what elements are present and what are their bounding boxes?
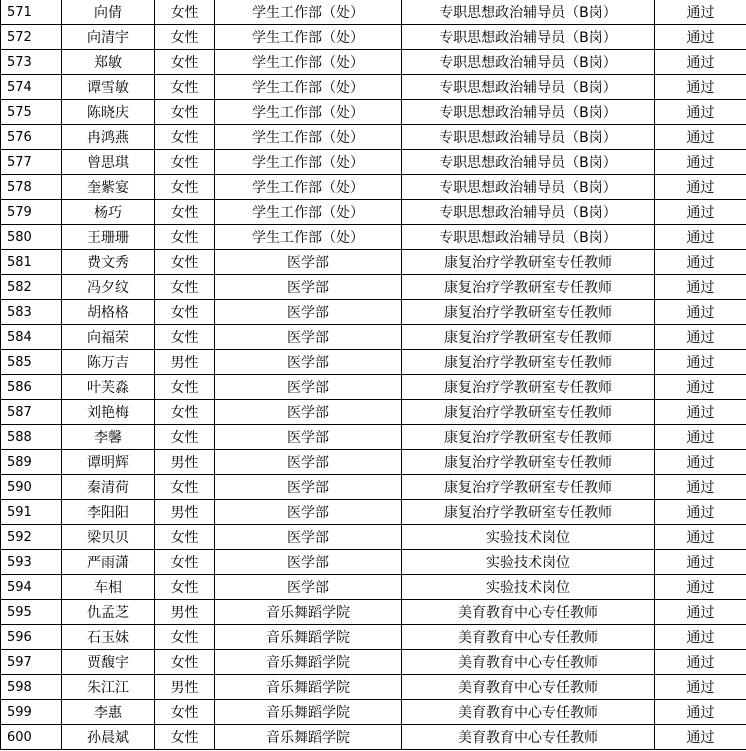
table-row bbox=[1, 400, 746, 425]
table-row bbox=[1, 300, 746, 325]
department-cell: 医学部 bbox=[215, 525, 402, 550]
result-cell: 通过 bbox=[655, 125, 746, 150]
result-cell: 通过 bbox=[655, 725, 746, 750]
table-row bbox=[1, 325, 746, 350]
department-cell: 医学部 bbox=[215, 275, 402, 300]
gender-cell: 女性 bbox=[155, 575, 215, 600]
result-cell: 通过 bbox=[655, 275, 746, 300]
gender-cell: 男性 bbox=[155, 350, 215, 375]
table-row bbox=[1, 175, 746, 200]
department-cell: 学生工作部（处） bbox=[215, 100, 402, 125]
position-cell: 康复治疗学教研室专任教师 bbox=[402, 325, 655, 350]
gender-cell: 女性 bbox=[155, 225, 215, 250]
position-cell: 康复治疗学教研室专任教师 bbox=[402, 250, 655, 275]
row-number-cell: 584 bbox=[1, 325, 62, 350]
row-number-cell: 583 bbox=[1, 300, 62, 325]
table-row bbox=[1, 575, 746, 600]
row-number-cell: 575 bbox=[1, 100, 62, 125]
table-row bbox=[1, 25, 746, 50]
position-cell: 康复治疗学教研室专任教师 bbox=[402, 400, 655, 425]
position-cell: 美育教育中心专任教师 bbox=[402, 700, 655, 725]
position-cell: 专职思想政治辅导员（B岗） bbox=[402, 200, 655, 225]
department-cell: 学生工作部（处） bbox=[215, 125, 402, 150]
table-row bbox=[1, 250, 746, 275]
gender-cell: 女性 bbox=[155, 50, 215, 75]
row-number-cell: 597 bbox=[1, 650, 62, 675]
result-cell: 通过 bbox=[655, 650, 746, 675]
department-cell: 学生工作部（处） bbox=[215, 225, 402, 250]
position-cell: 专职思想政治辅导员（B岗） bbox=[402, 0, 655, 25]
position-cell: 康复治疗学教研室专任教师 bbox=[402, 500, 655, 525]
gender-cell: 女性 bbox=[155, 275, 215, 300]
name-cell: 孙晨斌 bbox=[62, 725, 155, 750]
department-cell: 医学部 bbox=[215, 300, 402, 325]
position-cell: 康复治疗学教研室专任教师 bbox=[402, 450, 655, 475]
row-number-cell: 578 bbox=[1, 175, 62, 200]
table-row bbox=[1, 650, 746, 675]
department-cell: 音乐舞蹈学院 bbox=[215, 600, 402, 625]
department-cell: 医学部 bbox=[215, 325, 402, 350]
name-cell: 陈晓庆 bbox=[62, 100, 155, 125]
department-cell: 学生工作部（处） bbox=[215, 50, 402, 75]
gender-cell: 女性 bbox=[155, 525, 215, 550]
result-cell: 通过 bbox=[655, 300, 746, 325]
position-cell: 康复治疗学教研室专任教师 bbox=[402, 350, 655, 375]
result-cell: 通过 bbox=[655, 250, 746, 275]
name-cell: 贾馥宇 bbox=[62, 650, 155, 675]
name-cell: 叶芙淼 bbox=[62, 375, 155, 400]
department-cell: 医学部 bbox=[215, 350, 402, 375]
position-cell: 美育教育中心专任教师 bbox=[402, 675, 655, 700]
result-cell: 通过 bbox=[655, 500, 746, 525]
position-cell: 专职思想政治辅导员（B岗） bbox=[402, 125, 655, 150]
position-cell: 专职思想政治辅导员（B岗） bbox=[402, 225, 655, 250]
row-number-cell: 588 bbox=[1, 425, 62, 450]
position-cell: 康复治疗学教研室专任教师 bbox=[402, 425, 655, 450]
name-cell: 向倩 bbox=[62, 0, 155, 25]
position-cell: 专职思想政治辅导员（B岗） bbox=[402, 25, 655, 50]
row-number-cell: 600 bbox=[1, 725, 62, 750]
result-cell: 通过 bbox=[655, 100, 746, 125]
table-row bbox=[1, 675, 746, 700]
department-cell: 音乐舞蹈学院 bbox=[215, 725, 402, 750]
result-cell: 通过 bbox=[655, 25, 746, 50]
table-row bbox=[1, 375, 746, 400]
result-cell: 通过 bbox=[655, 575, 746, 600]
row-number-cell: 596 bbox=[1, 625, 62, 650]
gender-cell: 女性 bbox=[155, 725, 215, 750]
result-cell: 通过 bbox=[655, 75, 746, 100]
table-row bbox=[1, 725, 746, 750]
name-cell: 杨巧 bbox=[62, 200, 155, 225]
name-cell: 谭雪敏 bbox=[62, 75, 155, 100]
gender-cell: 女性 bbox=[155, 250, 215, 275]
position-cell: 专职思想政治辅导员（B岗） bbox=[402, 100, 655, 125]
gender-cell: 女性 bbox=[155, 100, 215, 125]
name-cell: 王珊珊 bbox=[62, 225, 155, 250]
row-number-cell: 594 bbox=[1, 575, 62, 600]
result-cell: 通过 bbox=[655, 550, 746, 575]
table-row bbox=[1, 275, 746, 300]
table-row bbox=[1, 100, 746, 125]
result-cell: 通过 bbox=[655, 675, 746, 700]
result-cell: 通过 bbox=[655, 700, 746, 725]
name-cell: 李馨 bbox=[62, 425, 155, 450]
position-cell: 专职思想政治辅导员（B岗） bbox=[402, 150, 655, 175]
row-number-cell: 585 bbox=[1, 350, 62, 375]
name-cell: 石玉妹 bbox=[62, 625, 155, 650]
result-cell: 通过 bbox=[655, 0, 746, 25]
department-cell: 医学部 bbox=[215, 550, 402, 575]
position-cell: 美育教育中心专任教师 bbox=[402, 650, 655, 675]
gender-cell: 女性 bbox=[155, 475, 215, 500]
table-row bbox=[1, 525, 746, 550]
row-number-cell: 599 bbox=[1, 700, 62, 725]
gender-cell: 女性 bbox=[155, 425, 215, 450]
table-row bbox=[1, 625, 746, 650]
table-row bbox=[1, 450, 746, 475]
result-cell: 通过 bbox=[655, 450, 746, 475]
position-cell: 实验技术岗位 bbox=[402, 525, 655, 550]
row-number-cell: 598 bbox=[1, 675, 62, 700]
department-cell: 医学部 bbox=[215, 450, 402, 475]
department-cell: 学生工作部（处） bbox=[215, 175, 402, 200]
department-cell: 学生工作部（处） bbox=[215, 75, 402, 100]
result-cell: 通过 bbox=[655, 375, 746, 400]
row-number-cell: 572 bbox=[1, 25, 62, 50]
name-cell: 费文秀 bbox=[62, 250, 155, 275]
position-cell: 康复治疗学教研室专任教师 bbox=[402, 375, 655, 400]
position-cell: 康复治疗学教研室专任教师 bbox=[402, 275, 655, 300]
table-row bbox=[1, 125, 746, 150]
gender-cell: 男性 bbox=[155, 450, 215, 475]
position-cell: 美育教育中心专任教师 bbox=[402, 725, 655, 750]
row-number-cell: 576 bbox=[1, 125, 62, 150]
department-cell: 医学部 bbox=[215, 500, 402, 525]
row-number-cell: 595 bbox=[1, 600, 62, 625]
row-number-cell: 586 bbox=[1, 375, 62, 400]
name-cell: 严雨潇 bbox=[62, 550, 155, 575]
department-cell: 学生工作部（处） bbox=[215, 150, 402, 175]
name-cell: 冯夕纹 bbox=[62, 275, 155, 300]
gender-cell: 女性 bbox=[155, 200, 215, 225]
row-number-cell: 593 bbox=[1, 550, 62, 575]
table-body bbox=[1, 0, 746, 750]
result-cell: 通过 bbox=[655, 200, 746, 225]
name-cell: 向清宇 bbox=[62, 25, 155, 50]
result-cell: 通过 bbox=[655, 475, 746, 500]
table-row bbox=[1, 75, 746, 100]
gender-cell: 男性 bbox=[155, 675, 215, 700]
row-number-cell: 574 bbox=[1, 75, 62, 100]
row-number-cell: 582 bbox=[1, 275, 62, 300]
gender-cell: 女性 bbox=[155, 625, 215, 650]
name-cell: 梁贝贝 bbox=[62, 525, 155, 550]
name-cell: 车相 bbox=[62, 575, 155, 600]
name-cell: 李阳阳 bbox=[62, 500, 155, 525]
table-row bbox=[1, 150, 746, 175]
table-row bbox=[1, 200, 746, 225]
name-cell: 秦清荷 bbox=[62, 475, 155, 500]
name-cell: 郑敏 bbox=[62, 50, 155, 75]
position-cell: 实验技术岗位 bbox=[402, 550, 655, 575]
table-row bbox=[1, 600, 746, 625]
table-row bbox=[1, 0, 746, 25]
name-cell: 李惠 bbox=[62, 700, 155, 725]
table-row bbox=[1, 500, 746, 525]
gender-cell: 女性 bbox=[155, 125, 215, 150]
department-cell: 医学部 bbox=[215, 400, 402, 425]
name-cell: 向福荣 bbox=[62, 325, 155, 350]
position-cell: 美育教育中心专任教师 bbox=[402, 600, 655, 625]
name-cell: 胡格格 bbox=[62, 300, 155, 325]
gender-cell: 女性 bbox=[155, 550, 215, 575]
gender-cell: 男性 bbox=[155, 600, 215, 625]
result-cell: 通过 bbox=[655, 325, 746, 350]
gender-cell: 女性 bbox=[155, 325, 215, 350]
department-cell: 医学部 bbox=[215, 425, 402, 450]
department-cell: 音乐舞蹈学院 bbox=[215, 675, 402, 700]
row-number-cell: 590 bbox=[1, 475, 62, 500]
result-cell: 通过 bbox=[655, 175, 746, 200]
department-cell: 医学部 bbox=[215, 475, 402, 500]
gender-cell: 女性 bbox=[155, 150, 215, 175]
gender-cell: 女性 bbox=[155, 400, 215, 425]
position-cell: 美育教育中心专任教师 bbox=[402, 625, 655, 650]
result-cell: 通过 bbox=[655, 225, 746, 250]
row-number-cell: 587 bbox=[1, 400, 62, 425]
position-cell: 实验技术岗位 bbox=[402, 575, 655, 600]
position-cell: 专职思想政治辅导员（B岗） bbox=[402, 75, 655, 100]
department-cell: 音乐舞蹈学院 bbox=[215, 700, 402, 725]
result-cell: 通过 bbox=[655, 625, 746, 650]
name-cell: 谭明辉 bbox=[62, 450, 155, 475]
row-number-cell: 571 bbox=[1, 0, 62, 25]
row-number-cell: 592 bbox=[1, 525, 62, 550]
gender-cell: 女性 bbox=[155, 175, 215, 200]
table-row bbox=[1, 350, 746, 375]
department-cell: 医学部 bbox=[215, 250, 402, 275]
result-cell: 通过 bbox=[655, 425, 746, 450]
gender-cell: 女性 bbox=[155, 650, 215, 675]
position-cell: 专职思想政治辅导员（B岗） bbox=[402, 50, 655, 75]
table-row bbox=[1, 425, 746, 450]
gender-cell: 女性 bbox=[155, 300, 215, 325]
department-cell: 医学部 bbox=[215, 375, 402, 400]
row-number-cell: 580 bbox=[1, 225, 62, 250]
name-cell: 仇孟芝 bbox=[62, 600, 155, 625]
row-number-cell: 577 bbox=[1, 150, 62, 175]
gender-cell: 男性 bbox=[155, 500, 215, 525]
gender-cell: 女性 bbox=[155, 700, 215, 725]
gender-cell: 女性 bbox=[155, 25, 215, 50]
row-number-cell: 591 bbox=[1, 500, 62, 525]
name-cell: 陈万吉 bbox=[62, 350, 155, 375]
department-cell: 医学部 bbox=[215, 575, 402, 600]
position-cell: 康复治疗学教研室专任教师 bbox=[402, 475, 655, 500]
gender-cell: 女性 bbox=[155, 375, 215, 400]
result-cell: 通过 bbox=[655, 600, 746, 625]
result-cell: 通过 bbox=[655, 525, 746, 550]
name-cell: 冉鸿燕 bbox=[62, 125, 155, 150]
department-cell: 学生工作部（处） bbox=[215, 200, 402, 225]
table-row bbox=[1, 225, 746, 250]
gender-cell: 女性 bbox=[155, 0, 215, 25]
name-cell: 刘艳梅 bbox=[62, 400, 155, 425]
table-row bbox=[1, 550, 746, 575]
name-cell: 朱江江 bbox=[62, 675, 155, 700]
result-cell: 通过 bbox=[655, 50, 746, 75]
position-cell: 专职思想政治辅导员（B岗） bbox=[402, 175, 655, 200]
row-number-cell: 589 bbox=[1, 450, 62, 475]
table-row bbox=[1, 50, 746, 75]
row-number-cell: 573 bbox=[1, 50, 62, 75]
name-cell: 曾思琪 bbox=[62, 150, 155, 175]
table-row bbox=[1, 475, 746, 500]
department-cell: 音乐舞蹈学院 bbox=[215, 625, 402, 650]
department-cell: 学生工作部（处） bbox=[215, 0, 402, 25]
row-number-cell: 579 bbox=[1, 200, 62, 225]
result-cell: 通过 bbox=[655, 350, 746, 375]
department-cell: 音乐舞蹈学院 bbox=[215, 650, 402, 675]
row-number-cell: 581 bbox=[1, 250, 62, 275]
result-cell: 通过 bbox=[655, 400, 746, 425]
name-cell: 奎紫宴 bbox=[62, 175, 155, 200]
department-cell: 学生工作部（处） bbox=[215, 25, 402, 50]
gender-cell: 女性 bbox=[155, 75, 215, 100]
position-cell: 康复治疗学教研室专任教师 bbox=[402, 300, 655, 325]
table-row bbox=[1, 700, 746, 725]
result-cell: 通过 bbox=[655, 150, 746, 175]
